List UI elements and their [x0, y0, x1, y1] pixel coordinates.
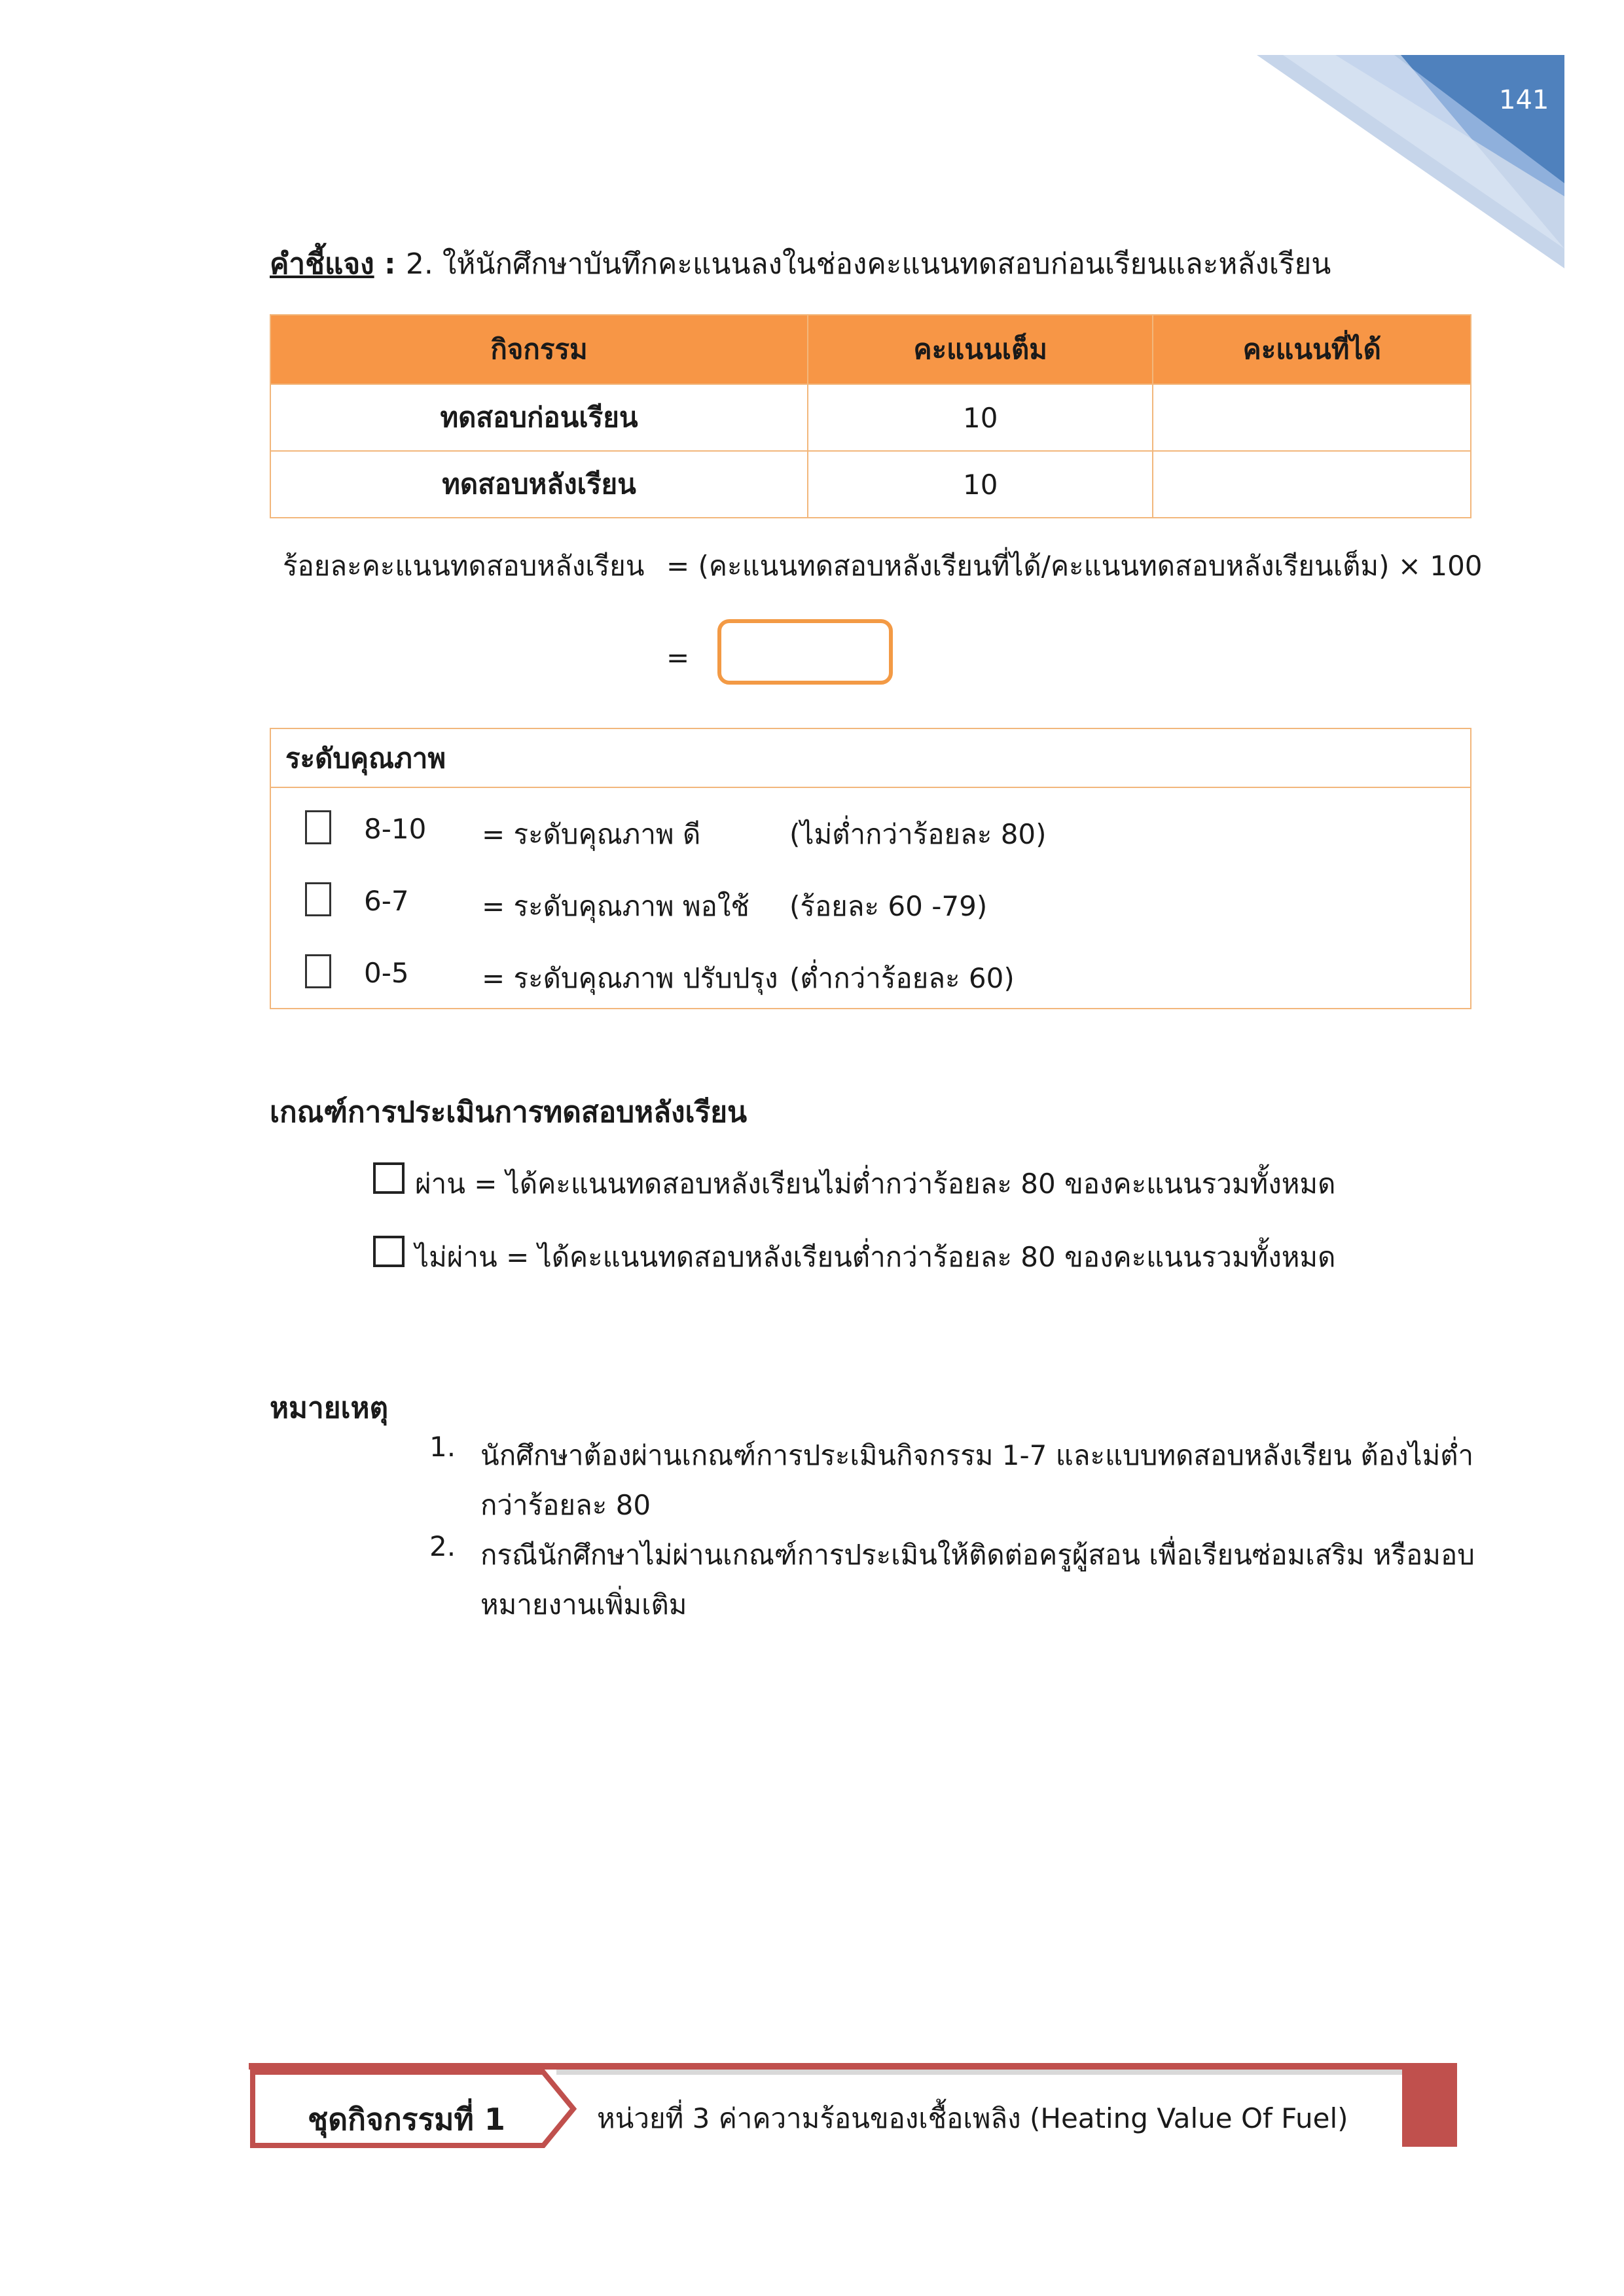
quality-percent: (ต่ำกว่าร้อยละ 60) [789, 962, 1015, 994]
instruction-label: คำชี้แจง [270, 247, 374, 281]
quality-level: = ระดับคุณภาพ ดี [482, 818, 701, 850]
formula-expression: = (คะแนนทดสอบหลังเรียนที่ได้/คะแนนทดสอบหลังเรียนเต็ม) × 100 [666, 550, 1483, 582]
percent-answer-box[interactable] [717, 619, 893, 685]
quality-checkbox[interactable] [305, 954, 331, 988]
instruction [270, 241, 1331, 287]
note-text: กรณีนักศึกษาไม่ผ่านเกณฑ์การประเมินให้ติดต่อครูผู้สอน เพื่อเรียนซ่อมเสริม หรือมอบหมายงานเพิ่มเติม [480, 1539, 1475, 1621]
quality-percent: (ร้อยละ 60 -79) [789, 890, 988, 922]
row-score-input-cell[interactable] [1153, 451, 1471, 518]
quality-range: 6-7 [364, 885, 409, 917]
table-header-row [270, 315, 1471, 384]
footer-unit-title: หน่วยที่ 3 ค่าความร้อนของเชื้อเพลิง (Heating Value Of Fuel) [597, 2102, 1348, 2134]
criteria-title: เกณฑ์การประเมินการทดสอบหลังเรียน [270, 1096, 748, 1129]
row-full-score: 10 [808, 451, 1153, 518]
quality-checkbox[interactable] [305, 810, 331, 844]
quality-level-box [270, 728, 1471, 1009]
quality-percent: (ไม่ต่ำกว่าร้อยละ 80) [789, 818, 1047, 850]
criteria-text: ไม่ผ่าน = ได้คะแนนทดสอบหลังเรียนต่ำกว่าร้อยละ 80 ของคะแนนรวมทั้งหมด [415, 1241, 1336, 1273]
quality-checkbox[interactable] [305, 882, 331, 916]
table-row [270, 384, 1471, 451]
fail-checkbox[interactable] [373, 1236, 405, 1267]
row-full-score: 10 [808, 384, 1153, 451]
criteria-text: ผ่าน = ได้คะแนนทดสอบหลังเรียนไม่ต่ำกว่าร้อยละ 80 ของคะแนนรวมทั้งหมด [415, 1168, 1336, 1200]
score-table [270, 314, 1471, 518]
header-activity: กิจกรรม [270, 315, 808, 384]
table-row [270, 451, 1471, 518]
formula-equals: = [666, 641, 690, 673]
note-number: 1. [429, 1431, 456, 1463]
note-text: นักศึกษาต้องผ่านเกณฑ์การประเมินกิจกรรม 1-7 และแบบทดสอบหลังเรียน ต้องไม่ต่ำกว่าร้อยละ 80 [480, 1439, 1474, 1521]
quality-level: = ระดับคุณภาพ ปรับปรุง [482, 962, 778, 994]
header-full-score: คะแนนเต็ม [808, 315, 1153, 384]
note-number: 2. [429, 1530, 456, 1562]
row-activity: ทดสอบหลังเรียน [270, 451, 808, 518]
quality-title: ระดับคุณภาพ [271, 729, 1470, 788]
footer-activity-set: ชุดกิจกรรมที่ 1 [308, 2102, 505, 2137]
row-score-input-cell[interactable] [1153, 384, 1471, 451]
instruction-colon: : [374, 247, 406, 281]
notes-title: หมายเหตุ [270, 1391, 389, 1425]
formula-label: ร้อยละคะแนนทดสอบหลังเรียน [283, 550, 645, 582]
row-activity: ทดสอบก่อนเรียน [270, 384, 808, 451]
instruction-text: 2. ให้นักศึกษาบันทึกคะแนนลงในช่องคะแนนทดสอบก่อนเรียนและหลังเรียน [405, 247, 1331, 281]
quality-range: 8-10 [364, 813, 427, 845]
quality-range: 0-5 [364, 957, 409, 989]
header-score-got: คะแนนที่ได้ [1153, 315, 1471, 384]
page-number: 141 [1499, 85, 1549, 115]
pass-checkbox[interactable] [373, 1162, 405, 1194]
quality-level: = ระดับคุณภาพ พอใช้ [482, 890, 749, 922]
